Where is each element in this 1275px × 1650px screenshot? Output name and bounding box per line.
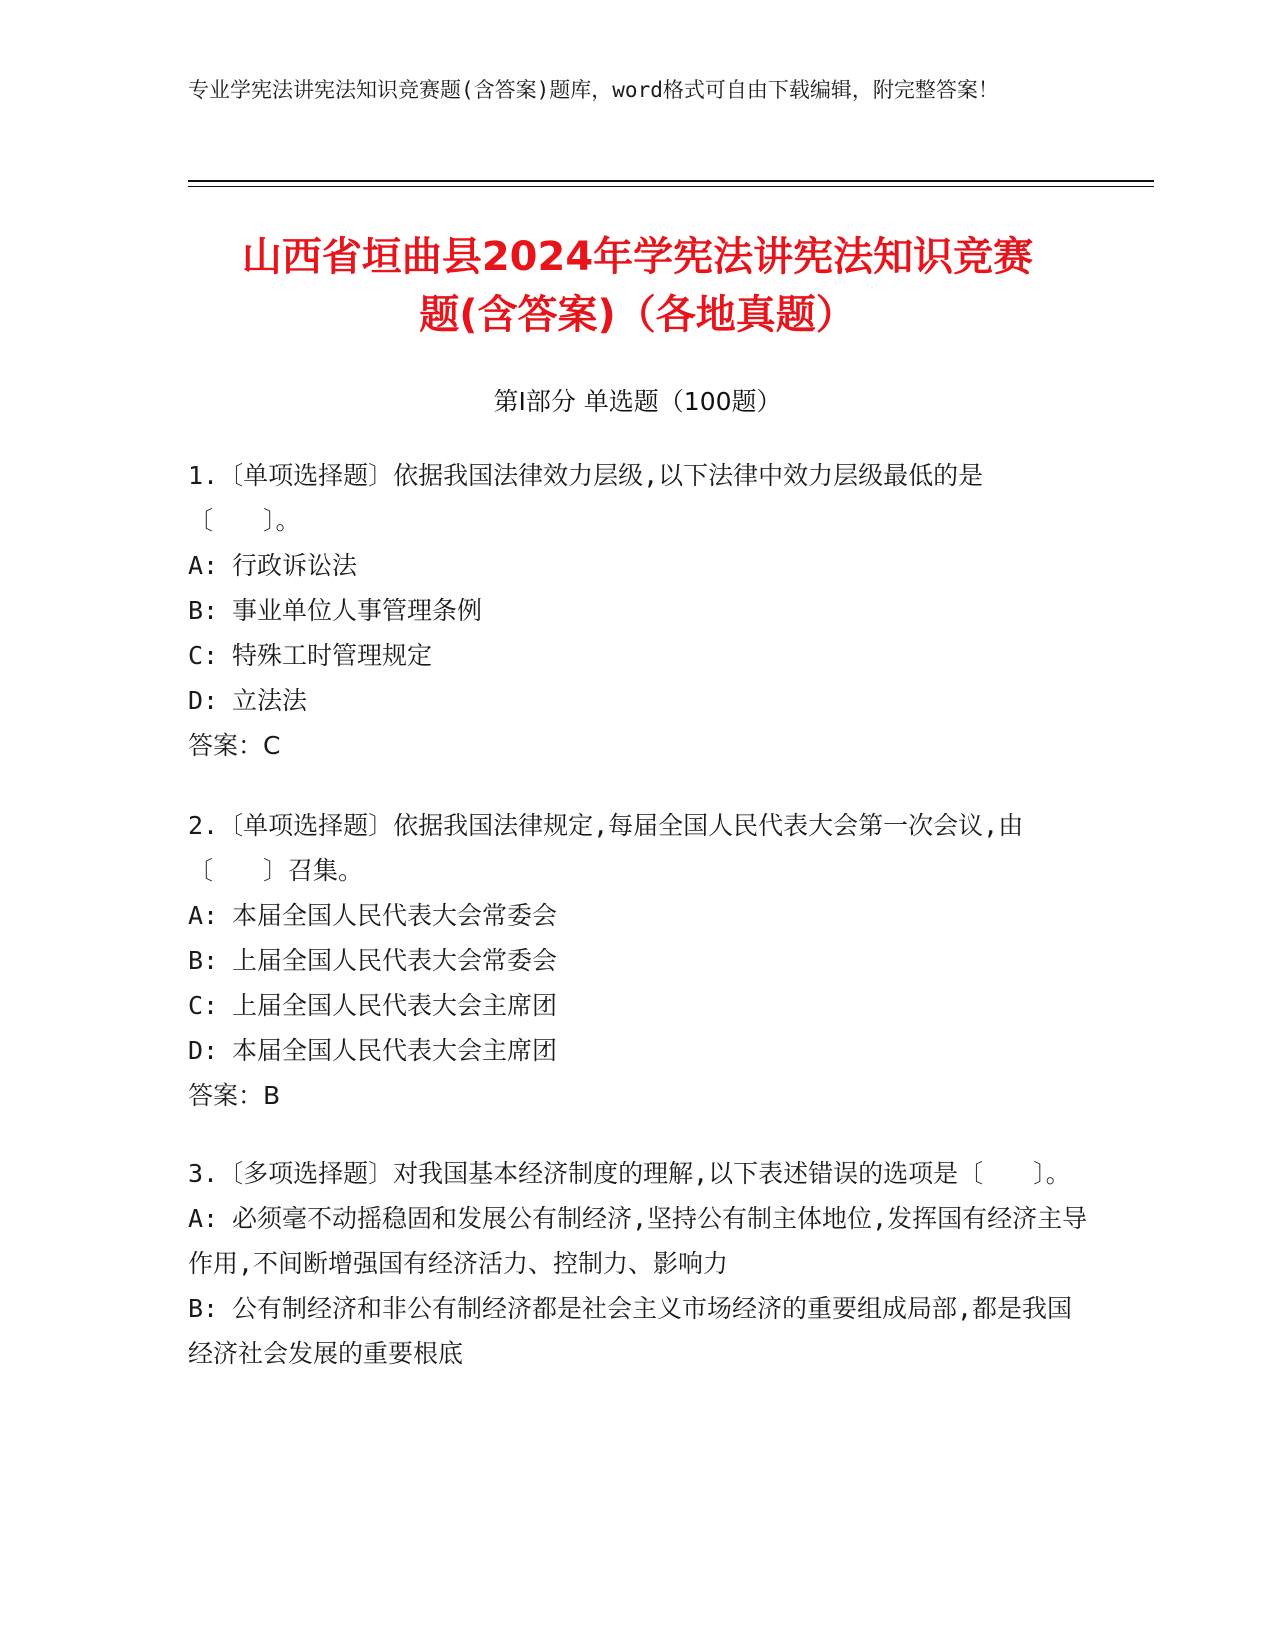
- option-letter: D:: [188, 686, 219, 715]
- question-1: [188, 453, 1088, 769]
- question-stem: 3.〔多项选择题〕对我国基本经济制度的理解,以下表述错误的选项是〔 〕。: [188, 1159, 1071, 1188]
- header-note: 专业学宪法讲宪法知识竞赛题(含答案)题库，word格式可自由下载编辑，附完整答案！: [188, 78, 999, 102]
- question-stem: 1.〔单项选择题〕依据我国法律效力层级,以下法律中效力层级最低的是〔 〕。: [188, 461, 984, 535]
- question-stem: 2.〔单项选择题〕依据我国法律规定,每届全国人民代表大会第一次会议,由〔 〕召集。: [188, 811, 1024, 885]
- option-letter: A:: [188, 901, 219, 930]
- option-text: 特殊工时管理规定: [232, 641, 433, 670]
- header-divider-thin: [188, 186, 1154, 187]
- section-heading: 第Ⅰ部分 单选题（100题）: [493, 387, 782, 416]
- option-text: 本届全国人民代表大会常委会: [232, 901, 558, 930]
- answer: 答案：C: [188, 731, 281, 760]
- option-letter: C:: [188, 641, 219, 670]
- header-divider-thick: [188, 180, 1154, 182]
- option-text: 上届全国人民代表大会常委会: [232, 946, 558, 975]
- document-title: [150, 228, 1125, 344]
- option-letter: D:: [188, 1036, 219, 1065]
- option-text: 上届全国人民代表大会主席团: [232, 991, 558, 1020]
- option-a: [188, 893, 1088, 938]
- option-c: [188, 633, 1088, 678]
- question-3: [188, 1151, 1088, 1376]
- option-a: [188, 1196, 1088, 1286]
- option-text: 事业单位人事管理条例: [232, 596, 483, 625]
- option-text: 立法法: [232, 686, 308, 715]
- option-text: 本届全国人民代表大会主席团: [232, 1036, 558, 1065]
- document-title-line-1: 山西省垣曲县2024年学宪法讲宪法知识竞赛: [241, 234, 1034, 280]
- option-b: [188, 938, 1088, 983]
- option-letter: B:: [188, 1294, 219, 1323]
- option-b: [188, 1286, 1088, 1376]
- document-title-line-2: 题(含答案)（各地真题）: [419, 292, 856, 338]
- option-d: [188, 1028, 1088, 1073]
- option-c: [188, 983, 1088, 1028]
- answer: 答案：B: [188, 1081, 281, 1110]
- option-b: [188, 588, 1088, 633]
- option-text: 行政诉讼法: [232, 551, 358, 580]
- option-letter: C:: [188, 991, 219, 1020]
- option-letter: B:: [188, 946, 219, 975]
- option-d: [188, 678, 1088, 723]
- option-text: 必须毫不动摇稳固和发展公有制经济,坚持公有制主体地位,发挥国有经济主导作用,不间断增强国有经济活力、控制力、影响力: [188, 1204, 1088, 1278]
- option-a: [188, 543, 1088, 588]
- question-2: [188, 803, 1088, 1119]
- option-letter: A:: [188, 1204, 219, 1233]
- option-letter: A:: [188, 551, 219, 580]
- option-letter: B:: [188, 596, 219, 625]
- option-text: 公有制经济和非公有制经济都是社会主义市场经济的重要组成局部,都是我国经济社会发展的重要根底: [188, 1294, 1073, 1368]
